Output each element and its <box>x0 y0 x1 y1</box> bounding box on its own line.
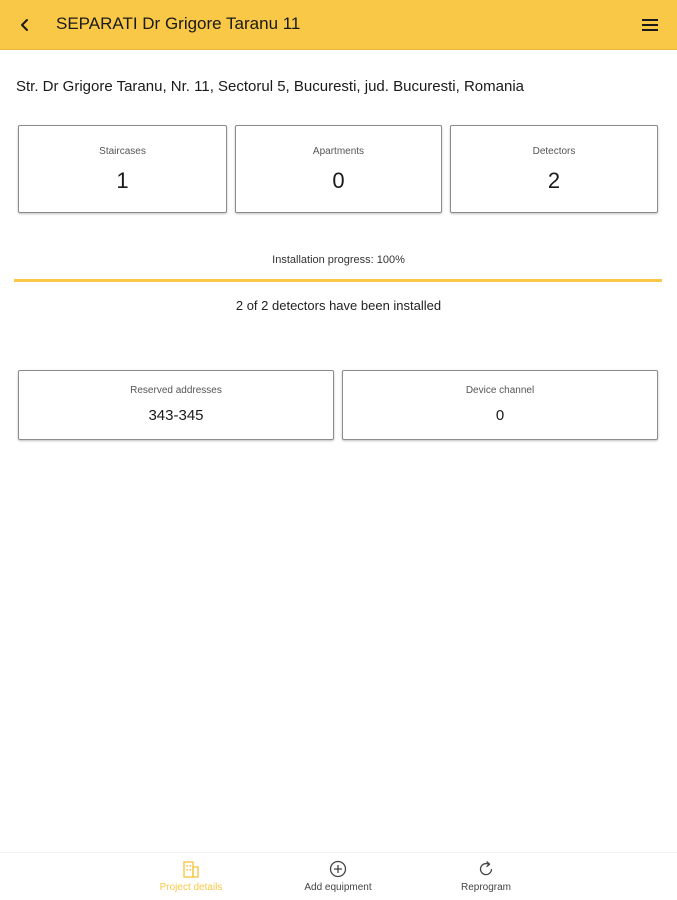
nav-label: Project details <box>159 882 223 893</box>
nav-reprogram[interactable] <box>431 859 541 899</box>
installation-progress-label: Installation progress: 100% <box>272 254 405 266</box>
nav-label: Add equipment <box>304 882 372 893</box>
stat-label: Apartments <box>312 146 365 157</box>
info-label: Reserved addresses <box>130 385 222 396</box>
menu-button[interactable] <box>633 8 667 42</box>
chevron-left-icon <box>18 18 32 32</box>
nav-add-equipment[interactable] <box>283 859 393 899</box>
progress-fill <box>14 279 662 282</box>
refresh-icon <box>476 859 496 879</box>
info-label: Device channel <box>465 385 535 396</box>
plus-circle-icon <box>328 859 348 879</box>
installation-progress-bar <box>14 279 662 282</box>
project-address: Str. Dr Grigore Taranu, Nr. 11, Sectorul 5, Bucuresti, jud. Bucuresti, Romania <box>16 78 525 95</box>
page-title: SEPARATI Dr Grigore Taranu 11 <box>56 14 301 33</box>
building-icon <box>181 859 201 879</box>
stat-label: Detectors <box>532 146 576 157</box>
hamburger-menu-icon <box>641 18 659 32</box>
back-button[interactable] <box>8 8 42 42</box>
staircases-card <box>18 125 227 213</box>
stats-row <box>18 125 658 213</box>
stat-label: Staircases <box>99 146 146 157</box>
stat-value: 1 <box>116 168 129 193</box>
nav-label: Reprogram <box>460 882 512 893</box>
info-value: 0 <box>495 407 505 424</box>
top-app-bar <box>0 0 677 50</box>
info-value: 343-345 <box>148 407 204 424</box>
detectors-card <box>450 125 658 213</box>
device-channel-card <box>342 370 658 440</box>
reserved-addresses-card <box>18 370 334 440</box>
stat-value: 0 <box>332 168 345 193</box>
bottom-navigation <box>0 852 677 900</box>
info-row <box>18 370 658 440</box>
nav-project-details[interactable] <box>136 859 246 899</box>
stat-value: 2 <box>547 168 561 193</box>
apartments-card <box>235 125 442 213</box>
installation-status-text: 2 of 2 detectors have been installed <box>235 298 442 313</box>
